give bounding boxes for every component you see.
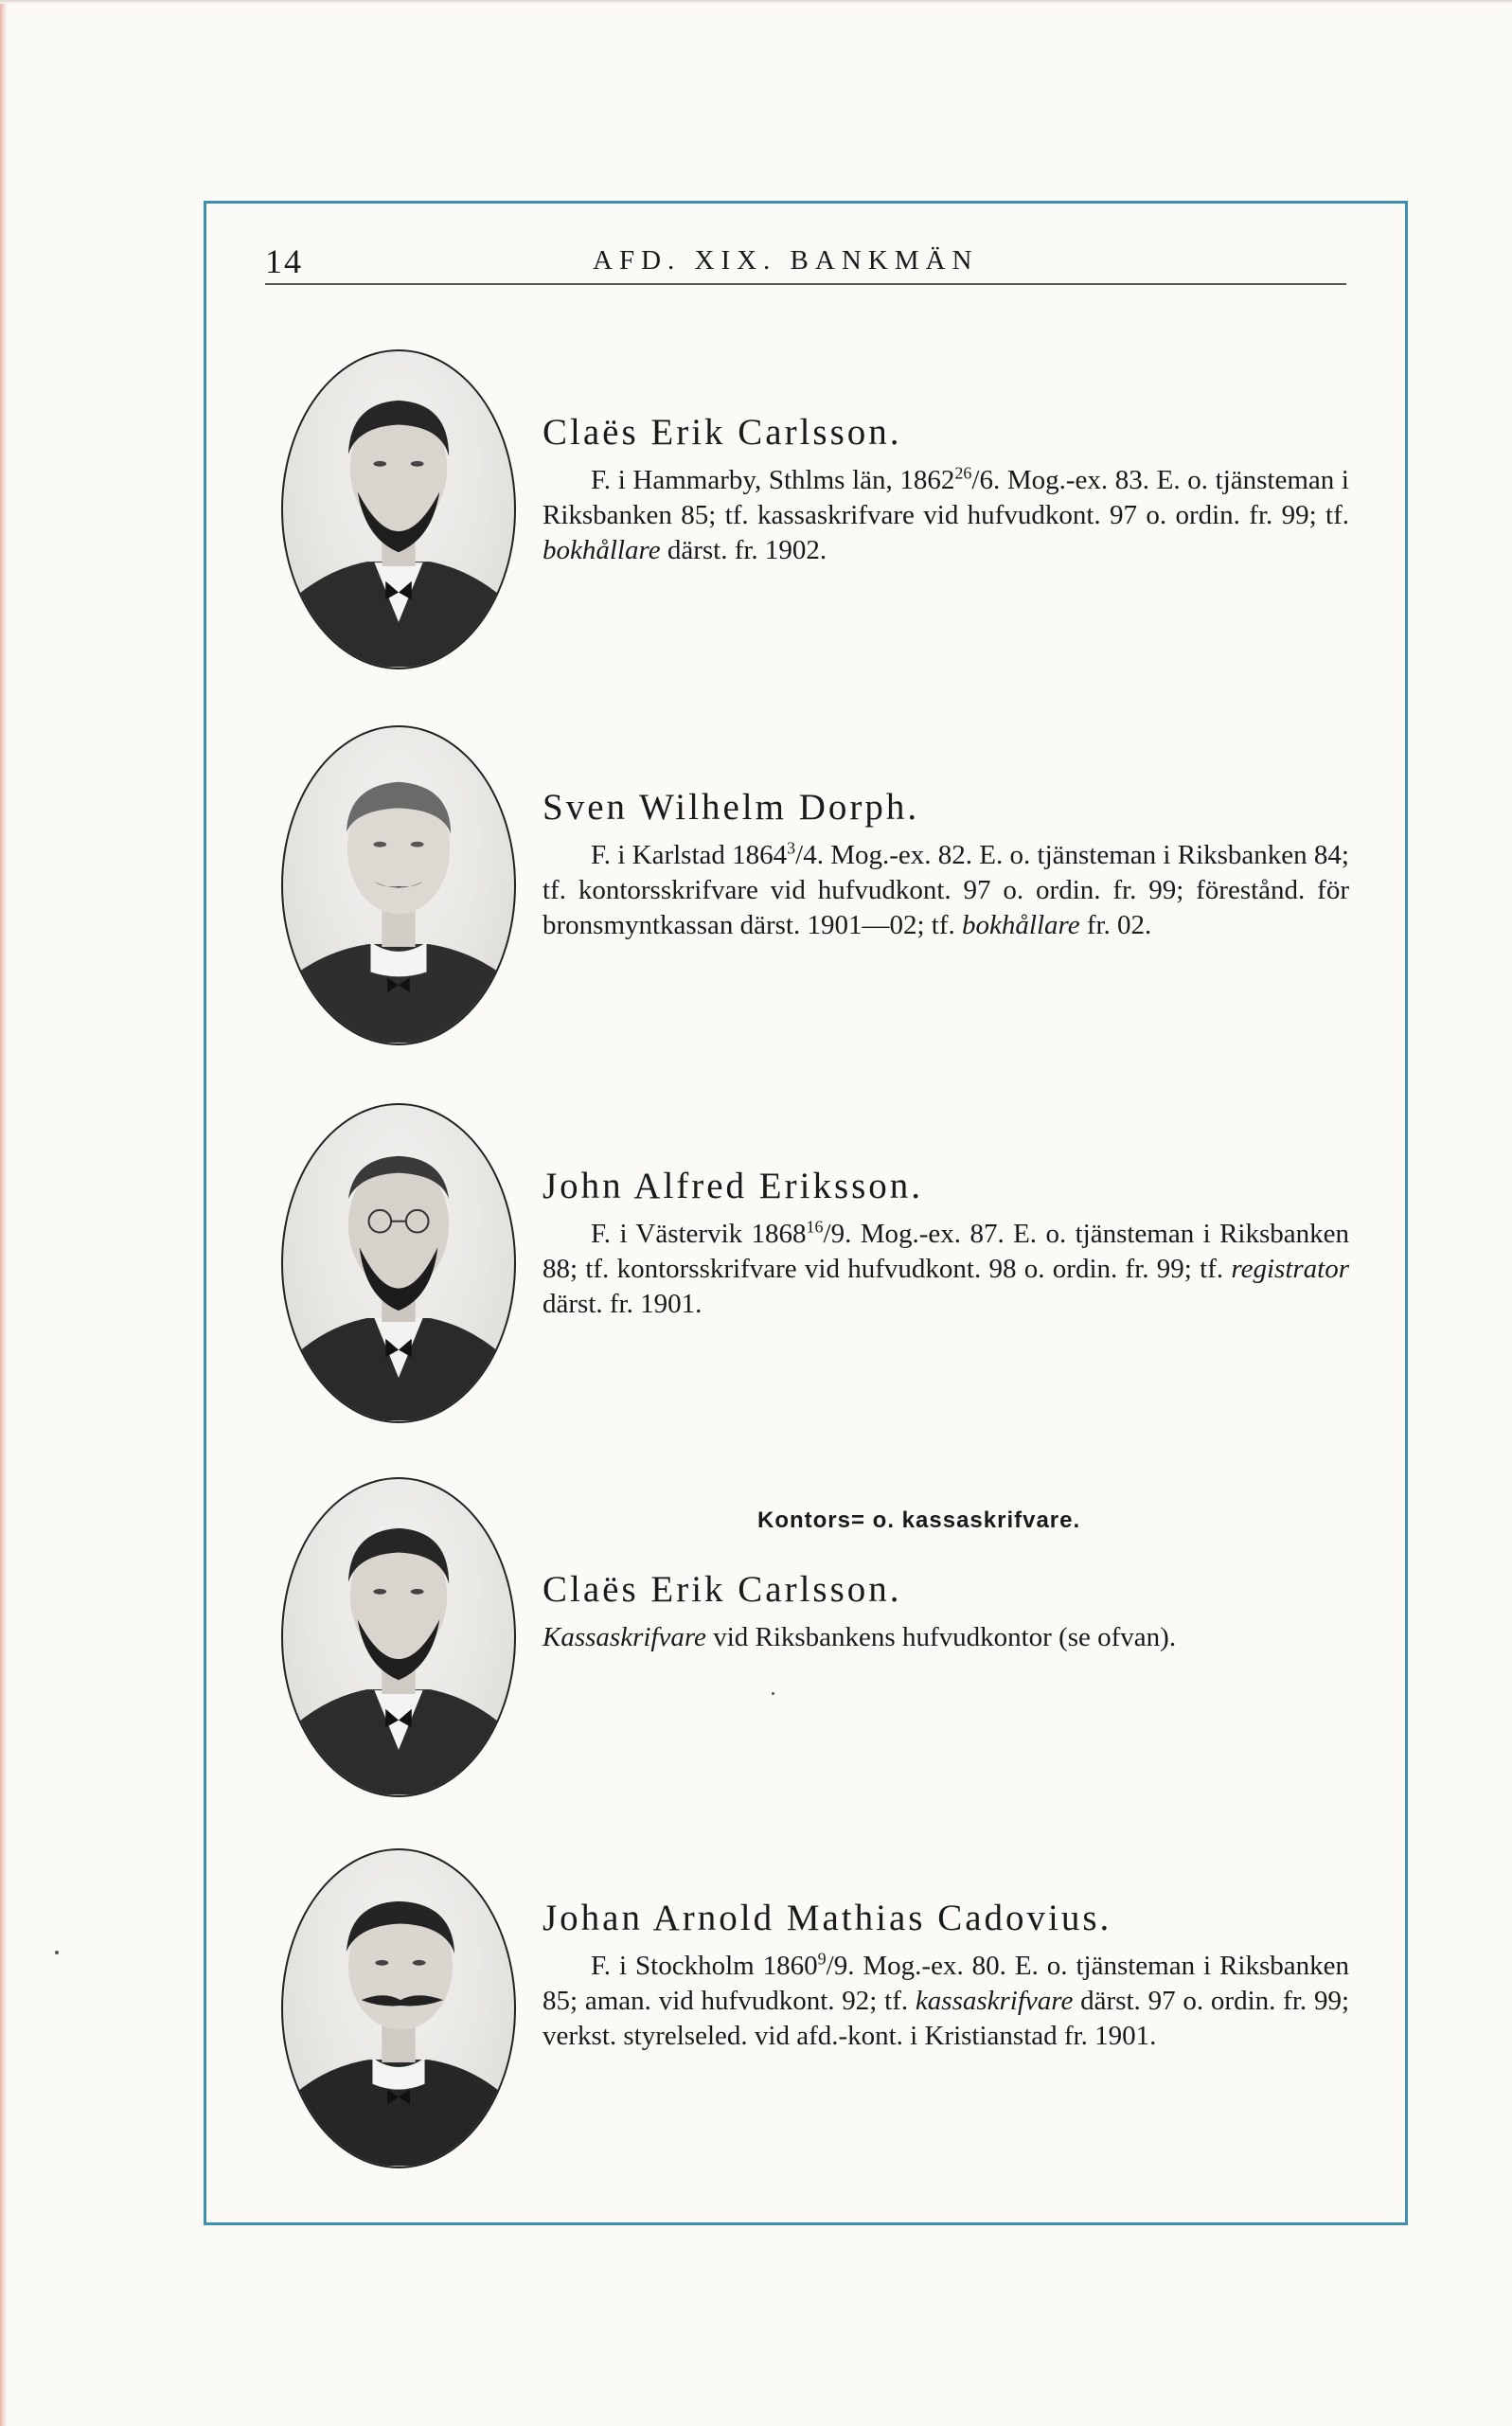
portrait-image	[283, 1850, 514, 2167]
entry-bio: F. i Västervik 1868$^{16}$/9. Mog.-ex. 87. E. o. tjänsteman i Riksbanken 88; tf. kontorsskrifvare vid hufvudkont. 98 o. ordin. fr. 99; tf. registrator därst. fr. 1901.	[543, 1217, 1349, 1319]
paper-speck	[772, 1692, 774, 1695]
entry-2	[543, 786, 1349, 943]
page-left-edge	[0, 0, 8, 2426]
entry-name: Claës Erik Carlsson.	[543, 1569, 902, 1610]
portrait-image	[283, 727, 514, 1044]
section-heading: Kontors= o. kassaskrifvare.	[757, 1507, 1081, 1533]
entry-4	[543, 1568, 1349, 1655]
portrait-image	[283, 351, 514, 668]
paper-speck	[55, 1951, 59, 1954]
page-number: 14	[265, 242, 303, 280]
entry-bio: F. i Stockholm 1860$^9$/9. Mog.-ex. 80. E. o. tjänsteman i Riksbanken 85; aman. vid hufvudkont. 92; tf. kassaskrifvare därst. 97 o. ordin. fr. 99; verkst. styrelseled. vid afd.-kont. i Kristianstad fr. 1901.	[543, 1949, 1349, 2051]
entry-name: Claës Erik Carlsson.	[543, 412, 902, 453]
portrait-john-alfred-eriksson	[281, 1103, 516, 1423]
portrait-johan-arnold-mathias-cadovius	[281, 1848, 516, 2168]
portrait-claes-erik-carlsson	[281, 349, 516, 669]
entry-name: John Alfred Eriksson.	[543, 1166, 924, 1206]
entry-bio: F. i Karlstad 1864$^3$/4. Mog.-ex. 82. E. o. tjänsteman i Riksbanken 84; tf. kontorsskrifvare vid hufvudkont. 97 o. ordin. fr. 99; förestånd. för bronsmyntkassan därst. 1901—02; tf. bokhållare fr. 02.	[543, 838, 1349, 940]
page-header	[265, 241, 1346, 285]
entry-bio: F. i Hammarby, Sthlms län, 1862$^{26}$/6. Mog.-ex. 83. E. o. tjänsteman i Riksbanken 85; tf. kassaskrifvare vid hufvudkont. 97 o. ordin. fr. 99; tf. bokhållare därst. fr. 1902.	[543, 463, 1349, 565]
portrait-sven-wilhelm-dorph	[281, 725, 516, 1045]
page-top-edge	[0, 0, 1512, 4]
portrait-claes-erik-carlsson-repeat	[281, 1477, 516, 1797]
entry-1	[543, 411, 1349, 568]
entry-name: Johan Arnold Mathias Cadovius.	[543, 1898, 1112, 1938]
portrait-image	[283, 1105, 514, 1421]
entry-5	[543, 1897, 1349, 2054]
portrait-image	[283, 1479, 514, 1795]
running-head: AFD. XIX. BANKMÄN	[593, 245, 979, 276]
entry-3	[543, 1165, 1349, 1322]
entry-name: Sven Wilhelm Dorph.	[543, 787, 920, 828]
entry-bio: Kassaskrifvare vid Riksbankens hufvudkontor (se ofvan).	[543, 1622, 1177, 1652]
